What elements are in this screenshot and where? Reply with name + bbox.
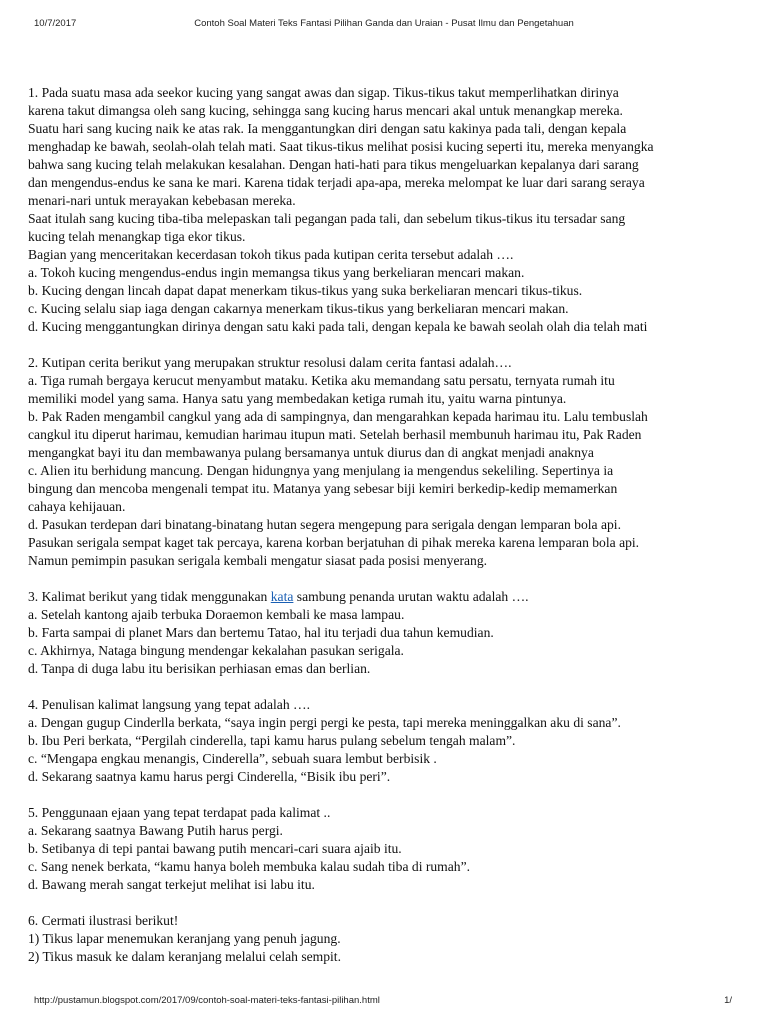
option-d: d. Kucing menggantungkan dirinya dengan satu kaki pada tali, dengan kepala ke bawah seolah olah dia telah mati xyxy=(28,319,648,334)
text-line: bingung dan mencoba mengenali tempat itu. Matanya yang sebesar biji kemiri berkedip-kedip memamerkan xyxy=(28,481,618,496)
text-line: Pasukan serigala sempat kaget tak percaya, karena korban berjatuhan di pihak mereka karena lemparan bola api. xyxy=(28,535,640,550)
option-d: d. Tanpa di duga labu itu berisikan perhiasan emas dan berlian. xyxy=(28,661,371,676)
text-line: karena takut dimangsa oleh sang kucing, sehingga sang kucing harus mencari akal untuk menangkap mereka. xyxy=(28,103,623,118)
option-a: a. Setelah kantong ajaib terbuka Doraemon kembali ke masa lampau. xyxy=(28,607,405,622)
question-stem: 2. Kutipan cerita berikut yang merupakan struktur resolusi dalam cerita fantasi adalah…. xyxy=(28,355,512,370)
page-footer xyxy=(0,995,768,1009)
article-content xyxy=(28,84,740,984)
question-4 xyxy=(28,696,740,786)
option-c: c. Alien itu berhidung mancung. Dengan hidungnya yang menjulang ia mengendus sekeliling. Sepertinya ia xyxy=(28,463,614,478)
option-c: c. Akhirnya, Nataga bingung mendengar kekalahan pasukan serigala. xyxy=(28,643,404,658)
text-line: bahwa sang kucing telah melakukan kesalahan. Dengan hati-hati para tikus mengeluarkan kepalanya dari sarang xyxy=(28,157,639,172)
option-d: d. Pasukan terdepan dari binatang-binatang hutan segera mengepung para serigala dengan lemparan bola api. xyxy=(28,517,621,532)
option-a: a. Tiga rumah bergaya kerucut menyambut mataku. Ketika aku memandang satu persatu, ternyata rumah itu xyxy=(28,373,615,388)
page-header xyxy=(0,18,768,32)
question-stem: 6. Cermati ilustrasi berikut! xyxy=(28,913,179,928)
option-b: b. Ibu Peri berkata, “Pergilah cinderella, tapi kamu harus pulang sebelum tengah malam”. xyxy=(28,733,516,748)
option-d: d. Sekarang saatnya kamu harus pergi Cinderella, “Bisik ibu peri”. xyxy=(28,769,391,784)
option-a: a. Tokoh kucing mengendus-endus ingin memangsa tikus yang berkeliaran mencari makan. xyxy=(28,265,525,280)
question-2 xyxy=(28,354,740,570)
question-stem: 4. Penulisan kalimat langsung yang tepat adalah …. xyxy=(28,697,311,712)
text-line: dan mengendus-endus ke sana ke mari. Karena tidak terjadi apa-apa, mereka melompat ke luar dari sarang seraya xyxy=(28,175,645,190)
text-line: mengangkat bayi itu dan membawanya pulang bersamanya untuk diurus dan di angkat menjadi anaknya xyxy=(28,445,594,460)
question-stem xyxy=(28,588,740,606)
question-3 xyxy=(28,588,740,678)
option-b: b. Kucing dengan lincah dapat dapat menerkam tikus-tikus yang suka berkeliaran mencari tikus-tikus. xyxy=(28,283,583,298)
page-number: 1/ xyxy=(724,995,732,1006)
option-d: d. Bawang merah sangat terkejut melihat isi labu itu. xyxy=(28,877,315,892)
stem-text: 3. Kalimat berikut yang tidak menggunakan xyxy=(28,589,271,604)
text-line: Saat itulah sang kucing tiba-tiba melepaskan tali pegangan pada tali, dan sebelum tikus-tikus itu tersadar sang xyxy=(28,211,626,226)
text-line: Suatu hari sang kucing naik ke atas rak. Ia menggantungkan diri dengan satu kakinya pada tali, dengan kepala xyxy=(28,121,627,136)
option-b: b. Farta sampai di planet Mars dan bertemu Tatao, hal itu terjadi dua tahun kemudian. xyxy=(28,625,494,640)
question-stem: Bagian yang menceritakan kecerdasan tokoh tikus pada kutipan cerita tersebut adalah …. xyxy=(28,247,514,262)
question-5 xyxy=(28,804,740,894)
text-line: 1. Pada suatu masa ada seekor kucing yang sangat awas dan sigap. Tikus-tikus takut memperlihatkan dirinya xyxy=(28,85,619,100)
list-item: 2) Tikus masuk ke dalam keranjang melalui celah sempit. xyxy=(28,949,341,964)
option-c: c. Kucing selalu siap iaga dengan cakarnya menerkam tikus-tikus yang berkeliaran mencari makan. xyxy=(28,301,569,316)
option-a: a. Sekarang saatnya Bawang Putih harus pergi. xyxy=(28,823,283,838)
page-title: Contoh Soal Materi Teks Fantasi Pilihan Ganda dan Uraian - Pusat Ilmu dan Pengetahuan xyxy=(194,18,574,29)
question-1 xyxy=(28,84,740,336)
source-url: http://pustamun.blogspot.com/2017/09/contoh-soal-materi-teks-fantasi-pilihan.html xyxy=(34,995,380,1006)
option-b: b. Pak Raden mengambil cangkul yang ada di sampingnya, dan mengarahkan kepada harimau itu. Lalu tembuslah xyxy=(28,409,648,424)
option-a: a. Dengan gugup Cinderlla berkata, “saya ingin pergi pergi ke pesta, tapi mereka meninggalkan aku di sana”. xyxy=(28,715,621,730)
text-line: menari-nari untuk merayakan kebebasan mereka. xyxy=(28,193,296,208)
list-item: 1) Tikus lapar menemukan keranjang yang penuh jagung. xyxy=(28,931,341,946)
text-line: cangkul itu diperut harimau, kemudian harimau itupun mati. Setelah berhasil membunuh harimau itu, Pak Raden xyxy=(28,427,642,442)
text-line: memiliki model yang sama. Hanya satu yang membedakan ketiga rumah itu, yaitu warna pintunya. xyxy=(28,391,567,406)
text-line: Namun pemimpin pasukan serigala kembali mengatur siasat pada posisi menyerang. xyxy=(28,553,488,568)
option-c: c. “Mengapa engkau menangis, Cinderella”, sebuah suara lembut berbisik . xyxy=(28,751,437,766)
option-c: c. Sang nenek berkata, “kamu hanya boleh membuka kalau sudah tiba di rumah”. xyxy=(28,859,471,874)
question-stem: 5. Penggunaan ejaan yang tepat terdapat pada kalimat .. xyxy=(28,805,331,820)
print-date: 10/7/2017 xyxy=(34,18,77,29)
question-6 xyxy=(28,912,740,966)
kata-link[interactable]: kata xyxy=(270,589,294,604)
option-b: b. Setibanya di tepi pantai bawang putih mencari-cari suara ajaib itu. xyxy=(28,841,402,856)
text-line: cahaya kehijauan. xyxy=(28,499,126,514)
text-line: kucing telah menangkap tiga ekor tikus. xyxy=(28,229,246,244)
stem-text: sambung penanda urutan waktu adalah …. xyxy=(293,589,529,604)
text-line: menghadap ke bawah, seolah-olah telah mati. Saat tikus-tikus melihat posisi kucing seperti itu, mereka menyangka xyxy=(28,139,654,154)
